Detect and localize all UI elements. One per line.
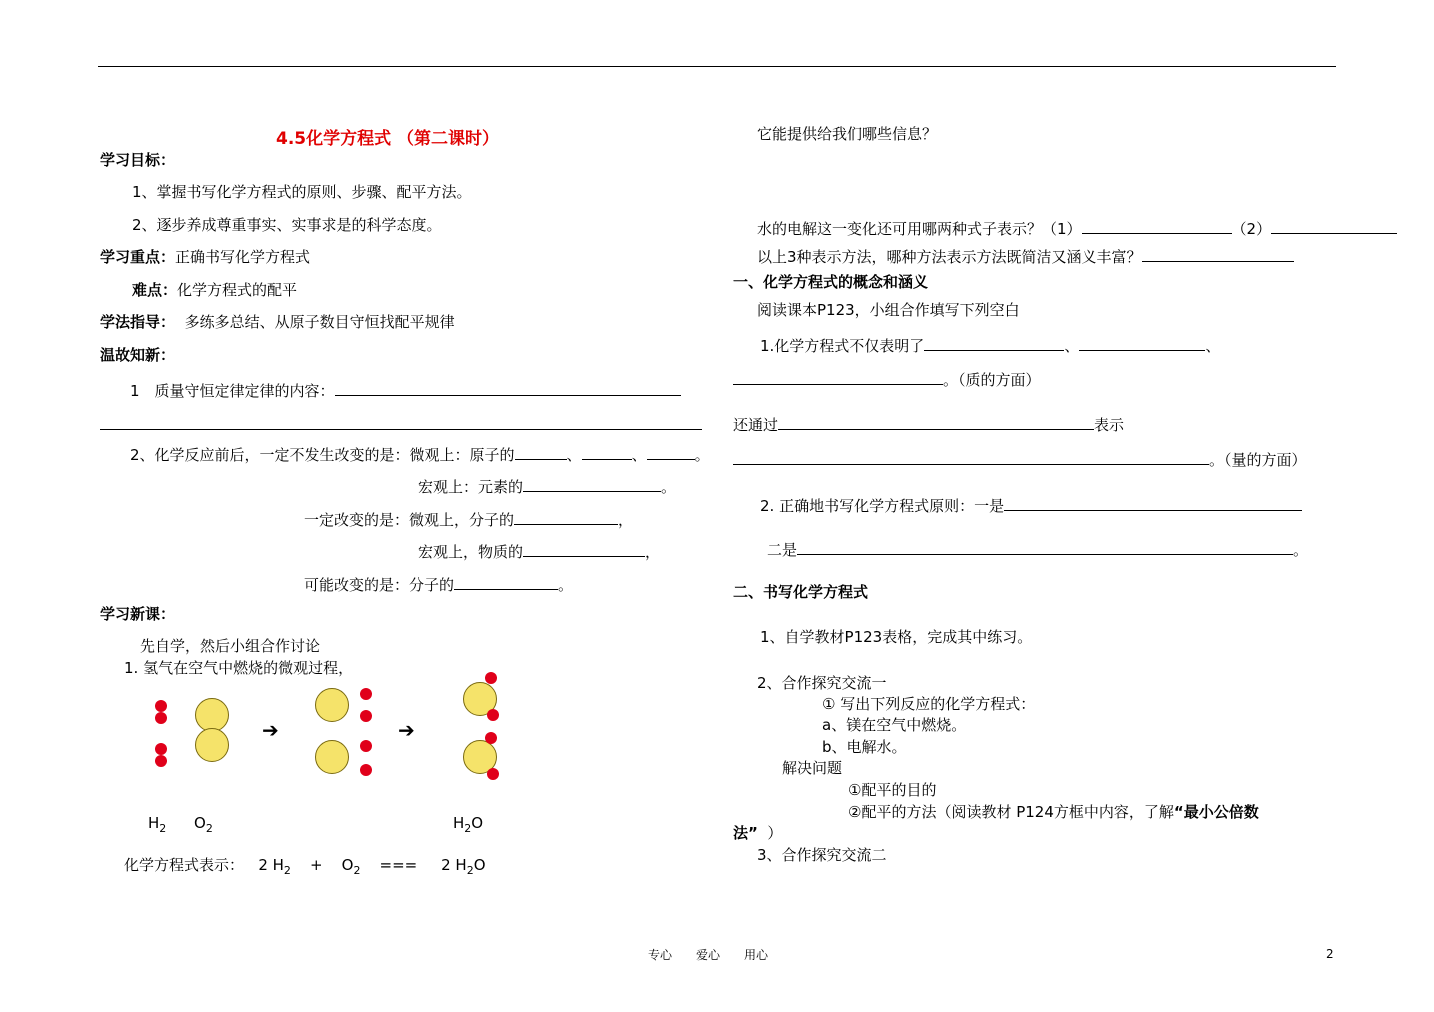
answer-blank[interactable] (797, 540, 1293, 555)
hydrogen-atom (485, 672, 497, 684)
answer-blank[interactable] (924, 336, 1064, 351)
section-2-2c: b、电解水。 (822, 738, 907, 756)
answer-blank[interactable] (1142, 247, 1294, 262)
hydrogen-atom (155, 755, 167, 767)
section-1-q1-cont: 。（质的方面） (733, 370, 1041, 388)
new-lesson-label: 学习新课： (100, 605, 176, 623)
difficulty-text: 化学方程式的配平 (177, 281, 298, 299)
answer-blank[interactable] (1082, 219, 1232, 234)
method-text: 多练多总结、从原子数目守恒找配平规律 (184, 313, 455, 331)
equation-label: 化学方程式表示： (124, 856, 245, 874)
section-1-q2b: 二是 。 (767, 541, 1309, 559)
section-2-2b: a、镁在空气中燃烧。 (822, 716, 967, 734)
answer-blank[interactable] (523, 477, 661, 492)
review-2b: 宏观上：元素的 。 (418, 478, 677, 496)
section-2-method-cont: 法” ） (733, 824, 783, 842)
objective-1: 1、掌握书写化学方程式的原则、步骤、配平方法。 (132, 183, 472, 201)
page-number: 2 (1326, 947, 1334, 961)
review-1: 1 质量守恒定律定律的内容： (130, 381, 681, 399)
section-1-quant: 。（量的方面） (733, 450, 1307, 468)
hydrogen-atom (155, 743, 167, 755)
objective-2: 2、逐步养成尊重事实、实事求是的科学态度。 (132, 216, 442, 234)
header-rule (98, 66, 1336, 67)
answer-blank[interactable] (523, 542, 645, 557)
info-question: 它能提供给我们哪些信息？ (757, 125, 938, 143)
arrow-icon: ➔ (398, 718, 415, 742)
review-2c: 一定改变的是：微观上，分子的 ， (304, 511, 634, 529)
arrow-icon: ➔ (262, 718, 279, 742)
hydrogen-atom (360, 710, 372, 722)
hydrogen-atom (360, 764, 372, 776)
answer-blank[interactable] (454, 575, 558, 590)
focus-text: 正确书写化学方程式 (175, 248, 311, 266)
other-forms: 水的电解这一变化还可用哪两种式子表示？（1） （2） (757, 219, 1397, 237)
section-1-read: 阅读课本P123，小组合作填写下列空白 (757, 301, 1020, 319)
answer-blank[interactable] (514, 510, 618, 525)
which-best: 以上3种表示方法，哪种方法表示方法既简洁又涵义丰富？ (757, 247, 1294, 265)
page-title: 4.5化学方程式 （第二课时） (276, 129, 500, 149)
hydrogen-atom (360, 740, 372, 752)
oxygen-atom (315, 740, 349, 774)
section-2-3: 3、合作探究交流二 (757, 846, 887, 864)
review-2d: 宏观上，物质的 ， (418, 543, 661, 561)
label-o2: $O_2$ (194, 814, 213, 835)
difficulty-label: 难点： (132, 281, 178, 299)
section-1-q2: 2. 正确地书写化学方程式原则：一是 (760, 496, 1302, 514)
answer-blank[interactable] (582, 445, 632, 460)
hydrogen-atom (487, 768, 499, 780)
answer-blank[interactable] (335, 381, 681, 396)
review-2e: 可能改变的是：分子的 。 (304, 576, 574, 594)
section-1-through: 还通过 表示 (733, 416, 1125, 434)
answer-blank[interactable] (733, 450, 1209, 465)
hydrogen-atom (155, 700, 167, 712)
method-label: 学法指导： (100, 313, 176, 331)
label-h2o: $H_2O$ (453, 814, 484, 835)
hydrogen-atom (360, 688, 372, 700)
hydrogen-atom (155, 712, 167, 724)
answer-blank[interactable] (1004, 496, 1302, 511)
equation: 化学方程式表示： 2 $H_2$ + $O_2$ === 2 $H_2O$ (124, 856, 486, 877)
answer-blank[interactable] (778, 415, 1094, 430)
footer-text: 专心 爱心 用心 (648, 948, 769, 962)
focus-label: 学习重点： (100, 248, 176, 266)
method-line (100, 315, 455, 330)
section-2-method: ②配平的方法（阅读教材 P124方框中内容，了解“最小公倍数 (848, 803, 1259, 821)
difficulty-line (132, 283, 297, 298)
answer-blank[interactable] (515, 445, 567, 460)
answer-blank[interactable] (733, 370, 943, 385)
oxygen-atom (315, 688, 349, 722)
oxygen-atom (195, 728, 229, 762)
objectives-label: 学习目标： (100, 151, 176, 169)
section-2-1: 1、自学教材P123表格，完成其中练习。 (760, 628, 1033, 646)
hydrogen-atom (487, 709, 499, 721)
section-2-2: 2、合作探究交流一 (757, 674, 887, 692)
review-label: 温故知新： (100, 346, 176, 364)
section-2-title: 二、书写化学方程式 (733, 583, 869, 601)
label-h2: $H_2$ (148, 814, 167, 835)
self-study: 先自学，然后小组合作讨论 (140, 637, 321, 655)
section-2-purpose: ①配平的目的 (848, 781, 937, 799)
answer-blank[interactable] (1079, 336, 1205, 351)
hydrogen-atom (485, 732, 497, 744)
oxygen-atom (195, 698, 229, 732)
answer-blank[interactable] (1271, 219, 1397, 234)
answer-blank-line[interactable] (100, 429, 702, 430)
section-1-q1: 1.化学方程式不仅表明了 、 、 (760, 337, 1221, 355)
item-1: 1. 氢气在空气中燃烧的微观过程， (124, 659, 354, 677)
section-1-title: 一、化学方程式的概念和涵义 (733, 273, 929, 291)
review-2a: 2、化学反应前后，一定不发生改变的是：微观上：原子的 、 、 。 (130, 446, 710, 464)
answer-blank[interactable] (647, 445, 695, 460)
focus-line (100, 250, 310, 265)
section-2-solve: 解决问题 (782, 759, 843, 777)
section-2-2a: ① 写出下列反应的化学方程式： (822, 695, 1036, 713)
